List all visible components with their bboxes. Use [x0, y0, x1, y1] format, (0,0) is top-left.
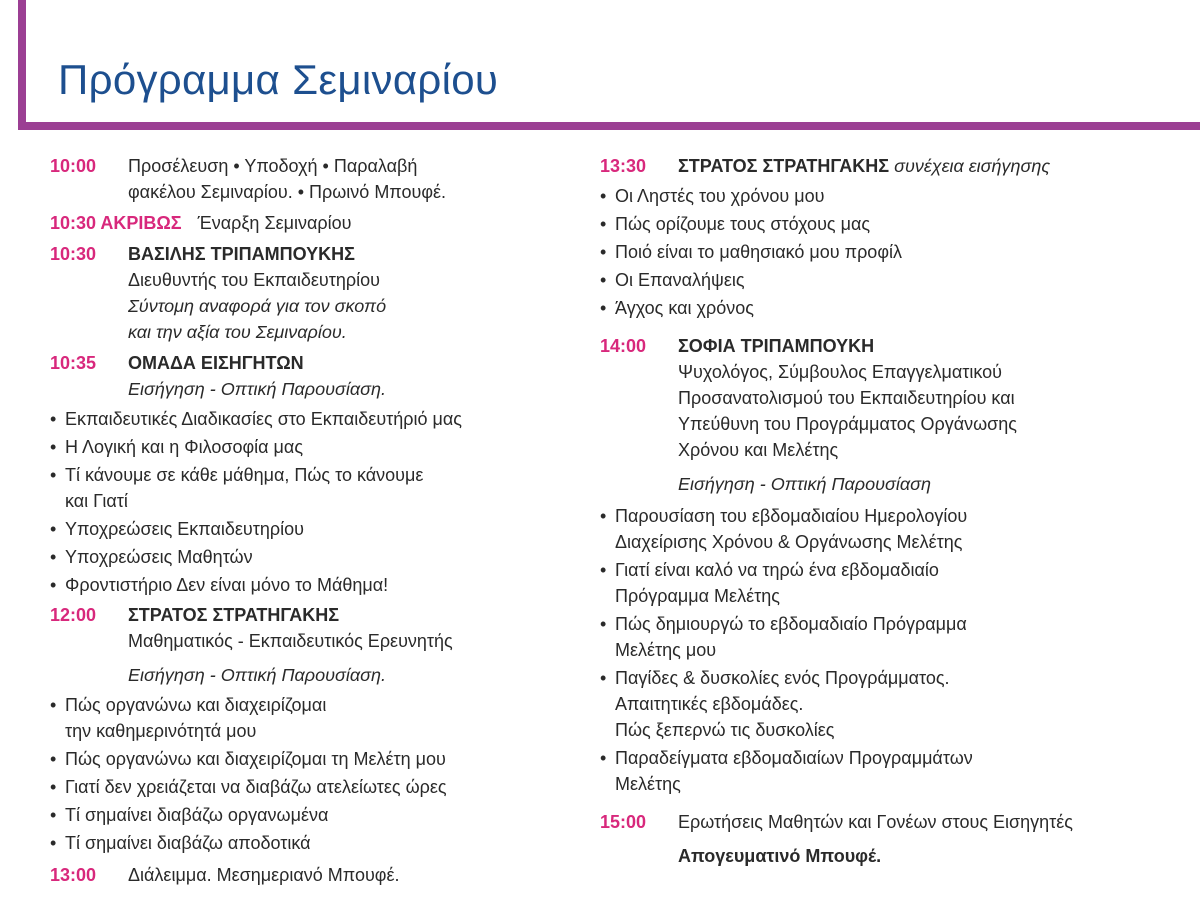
- list-item: • Πώς δημιουργώ το εβδομαδιαίο Πρόγραμμα Μελέτης μου: [600, 611, 1190, 663]
- slot-time: 13:30: [600, 156, 647, 176]
- title-underline-bar: [18, 122, 1200, 130]
- slot-subtitle: Εισήγηση - Οπτική Παρουσίαση.: [128, 379, 386, 399]
- speaker-role: Χρόνου και Μελέτης: [678, 440, 839, 460]
- slot-subtitle: Εισήγηση - Οπτική Παρουσίαση: [678, 474, 931, 494]
- slot-1330: [600, 153, 1190, 179]
- list-item: • Υποχρεώσεις Μαθητών: [50, 544, 580, 570]
- slot-time: 12:00: [50, 605, 97, 625]
- slot-1200: [50, 602, 580, 688]
- list-item: • Υποχρεώσεις Εκπαιδευτηρίου: [50, 516, 580, 542]
- slot-text: και την αξία του Σεμιναρίου.: [128, 322, 347, 342]
- speaker-name: ΣΟΦΙΑ ΤΡΙΠΑΜΠΟΥΚΗ: [678, 336, 875, 356]
- slot-time: 10:00: [50, 156, 97, 176]
- slot-start: [50, 210, 580, 236]
- slot-time: 10:30: [50, 244, 97, 264]
- list-item: • Παραδείγματα εβδομαδιαίων Προγραμμάτων Μελέτης: [600, 745, 1190, 797]
- frame-left-bar: [18, 0, 26, 130]
- topic-list: [50, 692, 580, 856]
- list-item: • Φροντιστήριο Δεν είναι μόνο το Μάθημα!: [50, 572, 580, 598]
- list-item: • Γιατί δεν χρειάζεται να διαβάζω ατελείωτες ώρες: [50, 774, 580, 800]
- list-item: • Πώς οργανώνω και διαχειρίζομαι την καθημερινότητά μου: [50, 692, 580, 744]
- slot-text: Προσέλευση • Υποδοχή • Παραλαβή: [128, 156, 418, 176]
- slot-subtitle: συνέχεια εισήγησης: [894, 156, 1051, 176]
- list-item: • Εκπαιδευτικές Διαδικασίες στο Εκπαιδευτήριό μας: [50, 406, 580, 432]
- speaker-name: ΟΜΑΔΑ ΕΙΣΗΓΗΤΩΝ: [128, 353, 304, 373]
- list-item: • Πώς ορίζουμε τους στόχους μας: [600, 211, 1190, 237]
- slot-1000: [50, 153, 580, 205]
- list-item: • Η Λογική και η Φιλοσοφία μας: [50, 434, 580, 460]
- slot-time: 10:35: [50, 353, 97, 373]
- schedule-right-column: [600, 153, 1190, 874]
- slot-text: φακέλου Σεμιναρίου. • Πρωινό Μπουφέ.: [128, 182, 447, 202]
- speaker-role: Υπεύθυνη του Προγράμματος Οργάνωσης: [678, 414, 1017, 434]
- slot-time: 15:00: [600, 812, 647, 832]
- slot-1030: [50, 241, 580, 345]
- topic-list: [50, 406, 580, 598]
- slot-1400: [600, 333, 1190, 497]
- topic-list: [600, 183, 1190, 321]
- list-item: • Οι Επαναλήψεις: [600, 267, 1190, 293]
- speaker-role: Προσανατολισμού του Εκπαιδευτηρίου και: [678, 388, 1015, 408]
- slot-text: Διάλειμμα. Μεσημεριανό Μπουφέ.: [128, 865, 400, 885]
- slot-text: Έναρξη Σεμιναρίου: [197, 213, 352, 233]
- slot-1500: [600, 809, 1190, 869]
- list-item: • Πώς οργανώνω και διαχειρίζομαι τη Μελέτη μου: [50, 746, 580, 772]
- slot-text-bold: Απογευματινό Μπουφέ.: [678, 846, 882, 866]
- list-item: • Τί κάνουμε σε κάθε μάθημα, Πώς το κάνουμε και Γιατί: [50, 462, 580, 514]
- slot-time: 13:00: [50, 865, 97, 885]
- speaker-name: ΣΤΡΑΤΟΣ ΣΤΡΑΤΗΓΑΚΗΣ: [678, 156, 890, 176]
- slot-1035: [50, 350, 580, 402]
- list-item: • Οι Ληστές του χρόνου μου: [600, 183, 1190, 209]
- list-item: • Τί σημαίνει διαβάζω αποδοτικά: [50, 830, 580, 856]
- topic-list: [600, 503, 1190, 797]
- list-item: • Άγχος και χρόνος: [600, 295, 1190, 321]
- slot-1300: [50, 862, 580, 888]
- slot-text: Ερωτήσεις Μαθητών και Γονέων στους Εισηγητές: [678, 812, 1073, 832]
- slot-time: 10:30 ΑΚΡΙΒΩΣ: [50, 213, 182, 233]
- page-title: Πρόγραμμα Σεμιναρίου: [58, 56, 499, 103]
- speaker-name: ΣΤΡΑΤΟΣ ΣΤΡΑΤΗΓΑΚΗΣ: [128, 605, 340, 625]
- slot-text: Σύντομη αναφορά για τον σκοπό: [128, 296, 387, 316]
- list-item: • Παρουσίαση του εβδομαδιαίου Ημερολογίου Διαχείρισης Χρόνου & Οργάνωσης Μελέτης: [600, 503, 1190, 555]
- list-item: • Τί σημαίνει διαβάζω οργανωμένα: [50, 802, 580, 828]
- list-item: • Ποιό είναι το μαθησιακό μου προφίλ: [600, 239, 1190, 265]
- list-item: • Γιατί είναι καλό να τηρώ ένα εβδομαδιαίο Πρόγραμμα Μελέτης: [600, 557, 1190, 609]
- schedule-left-column: [50, 153, 580, 893]
- speaker-role: Διευθυντής του Εκπαιδευτηρίου: [128, 270, 380, 290]
- slot-subtitle: Εισήγηση - Οπτική Παρουσίαση.: [128, 665, 386, 685]
- speaker-role: Ψυχολόγος, Σύμβουλος Επαγγελματικού: [678, 362, 1003, 382]
- slot-time: 14:00: [600, 336, 647, 356]
- list-item: • Παγίδες & δυσκολίες ενός Προγράμματος. Απαιτητικές εβδομάδες. Πώς ξεπερνώ τις δυσκολίες: [600, 665, 1190, 743]
- speaker-role: Μαθηματικός - Εκπαιδευτικός Ερευνητής: [128, 631, 453, 651]
- speaker-name: ΒΑΣΙΛΗΣ ΤΡΙΠΑΜΠΟΥΚΗΣ: [128, 244, 355, 264]
